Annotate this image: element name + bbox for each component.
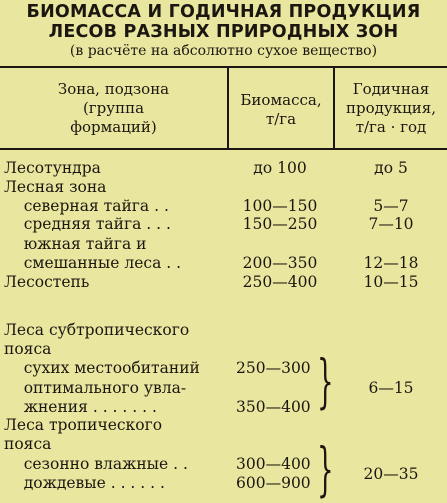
zone-cell: Леса субтропического bbox=[4, 321, 190, 339]
biomass-cell: 250—300 bbox=[236, 359, 311, 377]
column-header-biomass-line2: т/га bbox=[265, 110, 297, 128]
production-cell: 20—35 bbox=[363, 465, 419, 483]
header-top-rule bbox=[0, 66, 447, 68]
zone-cell: южная тайга и bbox=[4, 235, 147, 253]
column-header-zone-line3: формаций) bbox=[70, 118, 157, 136]
production-cell: 12—18 bbox=[363, 254, 419, 272]
biomass-cell: 300—400 bbox=[236, 455, 311, 473]
brace-subtropical: } bbox=[317, 347, 334, 415]
zone-cell: пояса bbox=[4, 435, 52, 453]
biomass-cell: 150—250 bbox=[242, 215, 318, 233]
column-header-zone bbox=[0, 80, 227, 137]
production-cell: 7—10 bbox=[368, 215, 414, 233]
header-bottom-rule bbox=[0, 148, 447, 150]
zone-cell: Лесотундра bbox=[4, 159, 101, 177]
production-cell: 5—7 bbox=[373, 197, 409, 215]
biomass-cell: 600—900 bbox=[236, 474, 311, 492]
column-header-biomass bbox=[229, 91, 333, 129]
column-header-production bbox=[335, 80, 447, 137]
production-cell: до 5 bbox=[374, 159, 408, 177]
column-header-biomass-line1: Биомасса, bbox=[240, 91, 322, 109]
biomass-cell: до 100 bbox=[253, 159, 307, 177]
zone-cell: оптимального увла- bbox=[4, 379, 187, 397]
zone-cell: жнения . . . . . . . bbox=[4, 398, 157, 416]
zone-cell: средняя тайга . . . bbox=[4, 215, 171, 233]
column-header-production-line1: Годичная bbox=[352, 80, 430, 98]
production-cell: 10—15 bbox=[363, 273, 419, 291]
biomass-cell: 250—400 bbox=[242, 273, 318, 291]
zone-cell: сезонно влажные . . bbox=[4, 455, 188, 473]
biomass-cell: 100—150 bbox=[242, 197, 318, 215]
column-header-zone-line1: Зона, подзона bbox=[57, 80, 170, 98]
biomass-cell: 350—400 bbox=[236, 398, 311, 416]
zone-cell: пояса bbox=[4, 340, 52, 358]
zone-cell: Лесостепь bbox=[4, 273, 90, 291]
zone-cell: северная тайга . . bbox=[4, 197, 169, 215]
zone-cell: Лесная зона bbox=[4, 178, 107, 196]
column-header-production-line3: т/га · год bbox=[355, 118, 427, 136]
brace-tropical: } bbox=[317, 435, 334, 503]
column-header-zone-line2: (группа bbox=[82, 99, 145, 117]
table-subtitle: (в расчёте на абсолютно сухое вещество) bbox=[69, 43, 378, 59]
zone-cell: сухих местообитаний bbox=[4, 359, 200, 377]
zone-cell: дождевые . . . . . . bbox=[4, 474, 165, 492]
zone-cell: Леса тропического bbox=[4, 416, 163, 434]
column-header-production-line2: продукция, bbox=[346, 99, 436, 117]
zone-cell: смешанные леса . . bbox=[4, 254, 182, 272]
biomass-cell: 200—350 bbox=[242, 254, 318, 272]
table-title-line1: БИОМАССА И ГОДИЧНАЯ ПРОДУКЦИЯ bbox=[26, 2, 421, 22]
production-cell: 6—15 bbox=[368, 379, 414, 397]
table-title-line2: ЛЕСОВ РАЗНЫХ ПРИРОДНЫХ ЗОН bbox=[48, 22, 399, 42]
